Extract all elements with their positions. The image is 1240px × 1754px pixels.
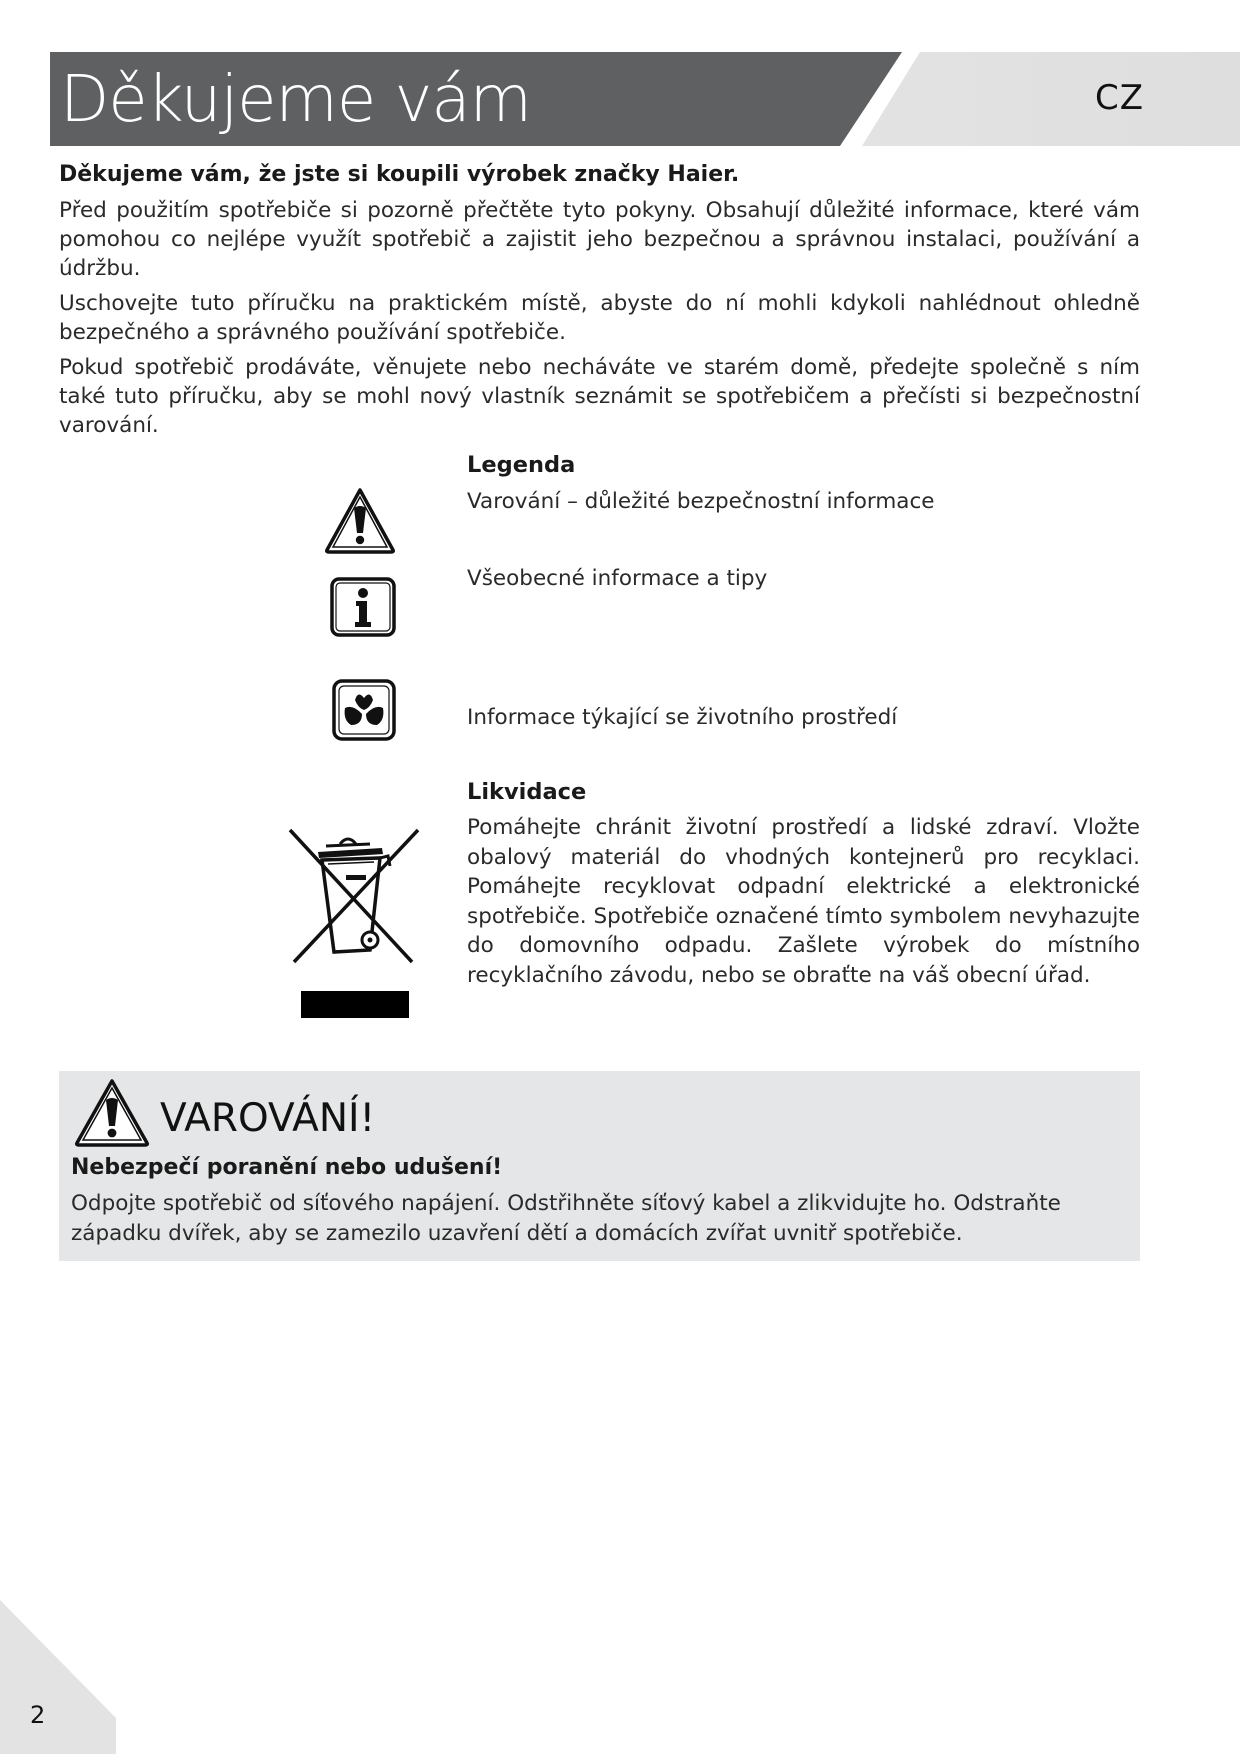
disposal-heading: Likvidace bbox=[467, 779, 587, 805]
warning-triangle-icon bbox=[73, 1077, 151, 1149]
intro-paragraph: Před použitím spotřebiče si pozorně přečtěte tyto pokyny. Obsahují důležité informace, které vám pomohou co nejlépe využít spotřebič a zajistit jeho bezpečnou a správnou instalaci, používání a údržbu. bbox=[59, 198, 1140, 281]
environment-flower-icon bbox=[331, 678, 397, 742]
warning-text: Odpojte spotřebič od síťového napájení. Odstřihněte síťový kabel a zlikvidujte ho. Odstraňte západku dvířek, aby se zamezilo uzavření dětí a domácích zvířat uvnitř spotřebiče. bbox=[71, 1191, 1061, 1246]
crossed-out-bin-icon bbox=[288, 826, 422, 1020]
legend-heading: Legenda bbox=[467, 452, 576, 478]
warning-title: VAROVÁNÍ! bbox=[160, 1096, 376, 1141]
intro-paragraph: Uschovejte tuto příručku na praktickém místě, abyste do ní mohli kdykoli nahlédnout ohledně bezpečného a správného používání spotřebiče. bbox=[59, 291, 1140, 345]
disposal-text: Pomáhejte chránit životní prostředí a lidské zdraví. Vložte obalový materiál do vhodných kontejnerů pro recyklaci. Pomáhejte recyklovat odpadní elektrické a elektronické spotřebiče. Spotřebiče označené tímto symbolem nevyhazujte do domovního odpadu. Zašlete výrobek do místního recyklačního závodu, nebo se obraťte na váš obecní úřad. bbox=[467, 815, 1140, 988]
warning-subtitle: Nebezpečí poranění nebo udušení! bbox=[71, 1155, 503, 1180]
intro-paragraph: Pokud spotřebič prodáváte, věnujete nebo necháváte ve starém domě, předejte společně s ním také tuto příručku, aby se mohl nový vlastník seznámit se spotřebičem a přečísti si bezpečnostní varování. bbox=[59, 355, 1140, 438]
legend-item-info: Všeobecné informace a tipy bbox=[467, 566, 768, 591]
language-code: CZ bbox=[1094, 78, 1144, 118]
info-icon bbox=[329, 576, 397, 638]
intro-section bbox=[59, 160, 1140, 446]
warning-triangle-icon bbox=[323, 486, 397, 556]
legend-item-warning: Varování – důležité bezpečnostní informace bbox=[467, 489, 935, 514]
page-number: 2 bbox=[30, 1701, 46, 1729]
intro-heading: Děkujeme vám, že jste si koupili výrobek značky Haier. bbox=[59, 162, 740, 187]
legend-item-environment: Informace týkající se životního prostředí bbox=[467, 705, 898, 730]
page-title: Děkujeme vám bbox=[60, 63, 531, 137]
page-corner-decoration bbox=[0, 1600, 116, 1754]
